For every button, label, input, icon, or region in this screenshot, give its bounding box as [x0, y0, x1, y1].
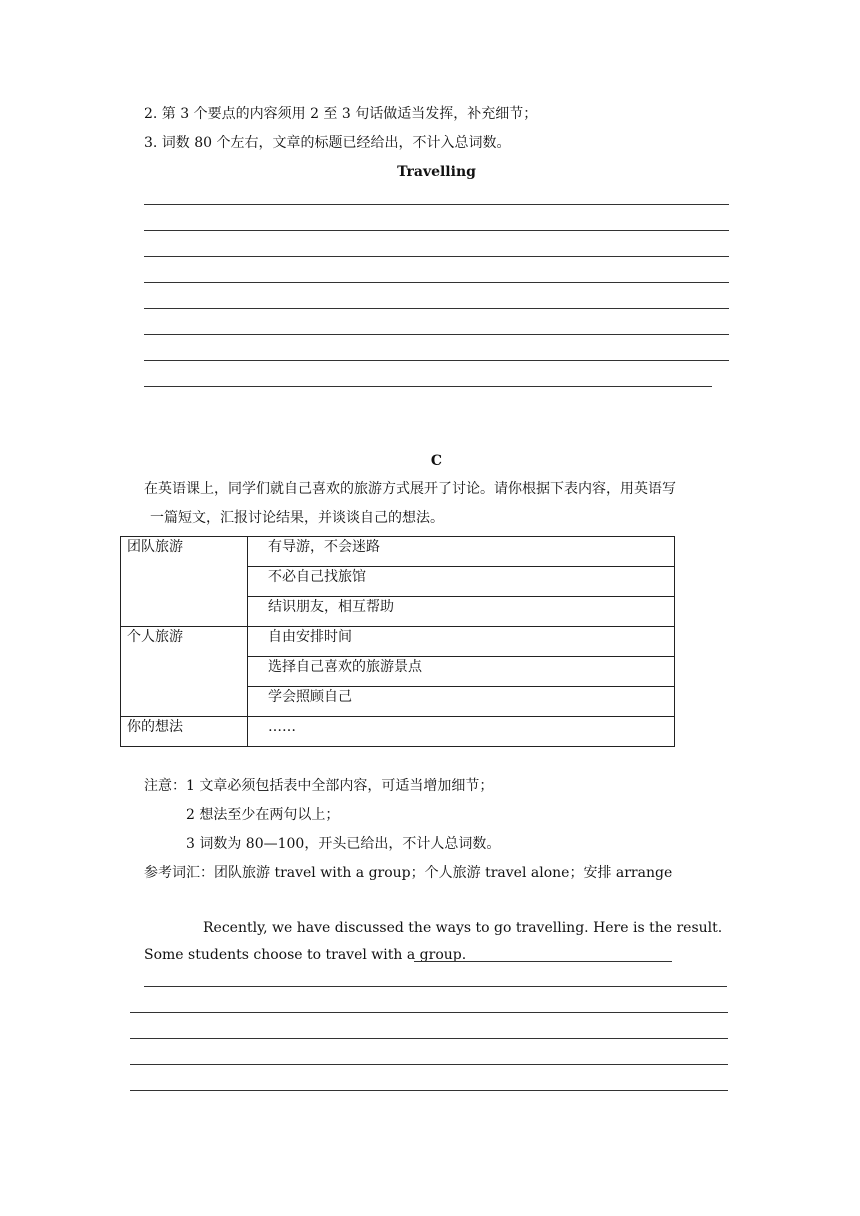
group-travel-label: 团队旅游	[121, 537, 248, 627]
writing-line[interactable]	[144, 986, 727, 987]
writing-line[interactable]	[144, 360, 729, 361]
intro-line-1: 在英语课上，同学们就自己喜欢的旅游方式展开了讨论。请你根据下表内容，用英语写	[144, 481, 676, 497]
writing-line[interactable]	[144, 308, 729, 309]
alone-travel-label: 个人旅游	[121, 627, 248, 717]
writing-line[interactable]	[144, 282, 729, 283]
group-item-1: 有导游，不会迷路	[248, 537, 675, 567]
essay-title: Travelling	[397, 164, 476, 180]
writing-line[interactable]	[130, 1038, 728, 1039]
essay-start-line-2: Some students choose to travel with a group.	[144, 947, 467, 963]
writing-line[interactable]	[144, 204, 729, 205]
alone-item-2: 选择自己喜欢的旅游景点	[248, 657, 675, 687]
reference-vocabulary: 参考词汇：团队旅游 travel with a group；个人旅游 travel alone；安排 arrange	[144, 865, 673, 881]
writing-line[interactable]	[414, 961, 672, 962]
intro-line-2: 一篇短文，汇报讨论结果，并谈谈自己的想法。	[150, 510, 444, 526]
requirement-3: 3. 词数 80 个左右，文章的标题已经给出，不计入总词数。	[144, 135, 511, 151]
travel-table	[120, 536, 675, 747]
opinion-label: 你的想法	[121, 717, 248, 747]
requirement-2: 2. 第 3 个要点的内容须用 2 至 3 句话做适当发挥，补充细节；	[144, 106, 538, 122]
writing-line[interactable]	[144, 386, 712, 387]
essay-start-line-1: Recently, we have discussed the ways to go travelling. Here is the result.	[203, 920, 723, 936]
writing-line[interactable]	[130, 1064, 728, 1065]
group-item-3: 结识朋友，相互帮助	[248, 597, 675, 627]
opinion-value: ……	[248, 717, 675, 747]
alone-item-3: 学会照顾自己	[248, 687, 675, 717]
writing-line[interactable]	[130, 1012, 728, 1013]
writing-line[interactable]	[144, 256, 729, 257]
writing-line[interactable]	[130, 1090, 728, 1091]
alone-item-1: 自由安排时间	[248, 627, 675, 657]
writing-line[interactable]	[144, 230, 729, 231]
note-1: 注意：1 文章必须包括表中全部内容，可适当增加细节；	[144, 778, 494, 794]
note-2: 2 想法至少在两句以上；	[186, 807, 340, 823]
section-c-heading: C	[430, 453, 443, 469]
writing-line[interactable]	[144, 334, 729, 335]
note-3: 3 词数为 80—100，开头已给出，不计人总词数。	[186, 836, 501, 852]
group-item-2: 不必自己找旅馆	[248, 567, 675, 597]
